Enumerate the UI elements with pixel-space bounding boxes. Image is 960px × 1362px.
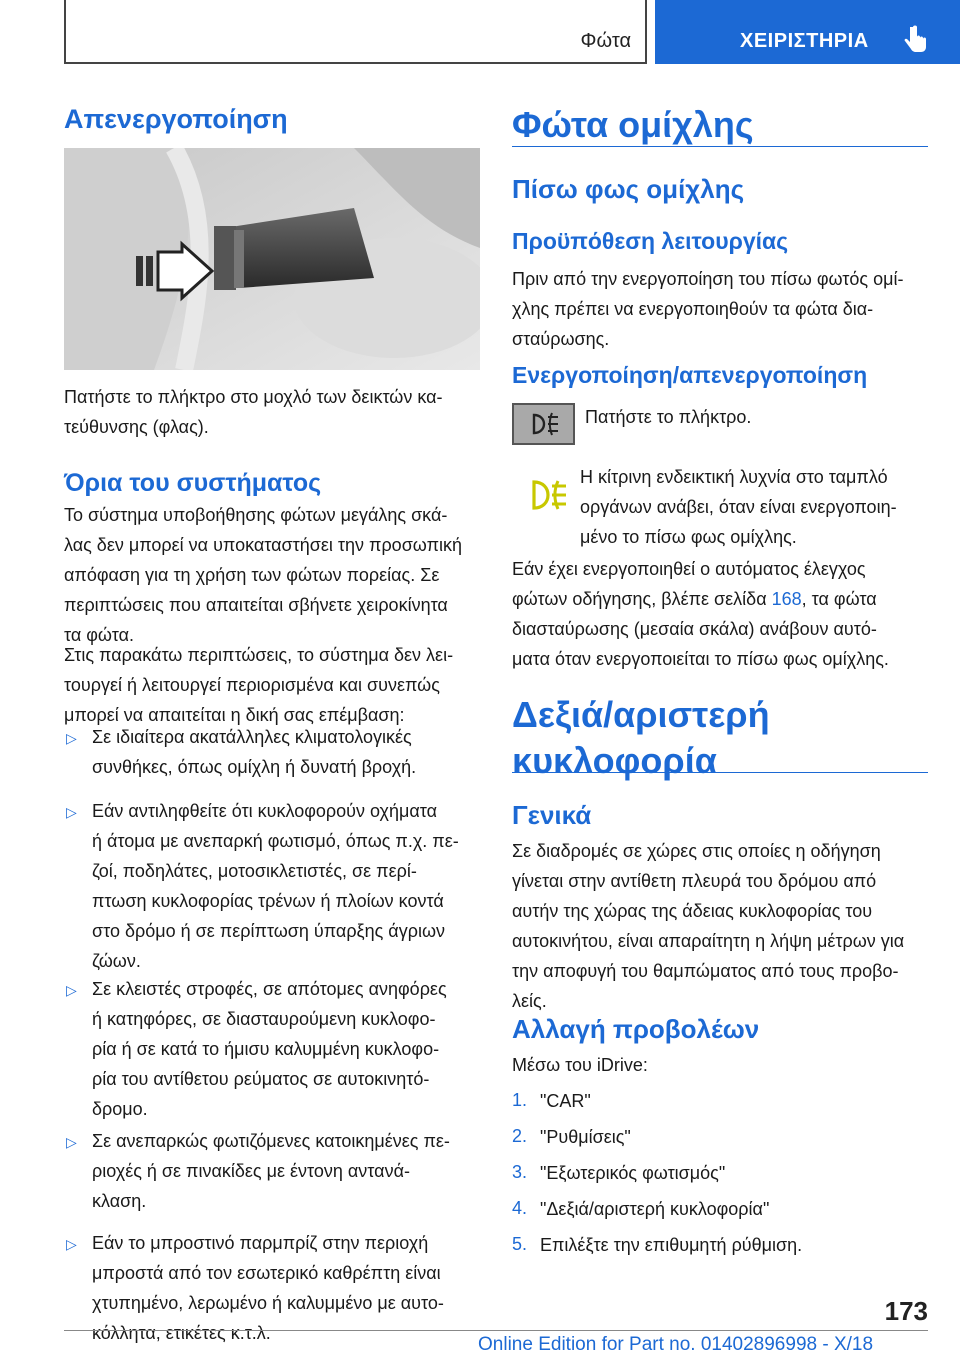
step-number: 3. [512,1162,528,1182]
chapter-tab[interactable] [655,0,960,64]
text-line: χτυπημένο, λερωμένο ή καλυμμένο με αυτο- [92,1293,444,1313]
text-line: απόφαση για τη χρήση των φώτων πορείας. Σε [64,565,440,585]
text-line: γίνεται στην αντίθετη πλευρά του δρόμου από [512,871,877,891]
step-number: 5. [512,1234,528,1254]
step-text: "CAR" [540,1091,591,1111]
list-item [512,1086,932,1122]
triangle-bullet-icon: ▷ [66,1134,77,1150]
general-text [512,836,932,1016]
rear-fog-indicator-icon [512,470,575,520]
step-text: "Δεξιά/αριστερή κυκλοφορία" [540,1199,770,1219]
heading-line: κυκλοφορία [512,740,717,781]
text-line: Το σύστημα υποβοήθησης φώτων μεγάλης σκά- [64,505,448,525]
list-item [64,796,480,971]
chapter-tab-label: ΧΕΙΡΙΣΤΗΡΙΑ [740,30,869,52]
limits-paragraph-1 [64,500,484,650]
text-line: Σε ανεπαρκώς φωτιζόμενες κατοικημένες πε- [92,1131,450,1151]
text-line: Εάν το μπροστινό παρμπρίζ στην περιοχή [92,1233,429,1253]
lever-illustration [64,148,480,370]
text-line: τα φώτα. [64,625,134,645]
text-line: κόλλητα, ετικέτες κ.τ.λ. [92,1323,271,1343]
text-line: Σε κλειστές στροφές, σε απότομες ανηφόρες [92,979,447,999]
text-line: αυτήν της χώρας της άδειας κυκλοφορίας του [512,901,873,921]
limits-heading: Όρια του συστήματος [64,469,322,497]
turn-signal-lever-image [64,148,480,370]
text-line: ρία ή σε κατά το ήμισυ καλυμμένη κυκλοφο- [92,1039,440,1059]
text-line: οργάνων ανάβει, όταν είναι ενεργοποιη- [580,497,897,517]
text-line: μπροστά από τον εσωτερικό καθρέπτη είναι [92,1263,441,1283]
section-title: Φώτα [580,30,631,52]
text-segment: , τα φώτα [801,589,877,609]
rear-fog-button-icon [512,403,575,445]
text-line: Στις παρακάτω περιπτώσεις, το σύστημα δεν λει- [64,645,454,665]
traffic-side-heading [512,692,770,784]
text-line: την αποφυγή του θαμπώματος από τους προβο- [512,961,899,981]
text-line: λείς. [512,991,547,1011]
hand-pointer-icon [901,24,931,54]
text-line: περιπτώσεις που απαιτείται σβήνετε χειροκίνητα [64,595,448,615]
text-line: Σε διαδρομές σε χώρες στις οποίες η οδήγηση [512,841,881,861]
list-item [512,1194,932,1230]
list-item [512,1230,932,1266]
via-idrive-text: Μέσω του iDrive: [512,1055,648,1075]
text-line: διασταύρωσης (μεσαία σκάλα) ανάβουν αυτό- [512,619,877,639]
step-text: "Ρυθμίσεις" [540,1127,631,1147]
text-line: σταύρωσης. [512,329,610,349]
caption-text: Πατήστε το πλήκτρο στο μοχλό των δεικτών κα- τεύθυνσης (φλας). [64,387,443,437]
text-line: ζοί, ποδηλάτες, μοτοσικλετιστές, σε περί- [92,861,417,881]
list-item [512,1158,932,1194]
limits-bullet-list [64,722,480,1348]
text-line: μένο το πίσω φως ομίχλης. [580,527,797,547]
text-line: Η κίτρινη ενδεικτική λυχνία στο ταμπλό [580,467,888,487]
text-line: πτωση κυκλοφορίας τρένων ή πλοίων κοντά [92,891,444,911]
text-line: τουργεί ή λειτουργεί περιορισμένα και συνεπώς [64,675,440,695]
heading-rule [512,146,928,147]
text-line: Σε ιδιαίτερα ακατάλληλες κλιματολογικές [92,727,412,747]
edition-text: Online Edition for Part no. 01402896998 - X/18 [478,1334,874,1355]
steps-list [512,1086,932,1266]
text-line: ή κατηφόρες, σε διασταυρούμενη κυκλοφο- [92,1009,436,1029]
header-section-box [64,0,647,64]
switch-headlights-heading: Αλλαγή προβολέων [512,1014,760,1044]
step-text: "Εξωτερικός φωτισμός" [540,1163,726,1183]
step-number: 2. [512,1126,528,1146]
fog-lights-heading: Φώτα ομίχλης [512,104,754,145]
list-item [64,1126,480,1214]
text-line: ζώων. [92,951,141,971]
list-item [64,974,480,1119]
on-off-heading: Ενεργοποίηση/απενεργοποίηση [512,362,868,388]
triangle-bullet-icon: ▷ [66,804,77,820]
image-caption [64,382,480,442]
text-segment: φώτων οδήγησης, βλέπε σελίδα [512,589,772,609]
precondition-text [512,264,932,354]
triangle-bullet-icon: ▷ [66,982,77,998]
press-button-text: Πατήστε το πλήκτρο. [585,407,752,427]
text-line: κλαση. [92,1191,147,1211]
text-line: Πριν από την ενεργοποίηση του πίσω φωτός ομί- [512,269,904,289]
page-link-168[interactable]: 168 [771,589,802,609]
text-line: ρία του αντίθετου ρεύματος σε αυτοκινητό- [92,1069,430,1089]
triangle-bullet-icon: ▷ [66,730,77,746]
auto-light-text [512,554,932,674]
text-line: δρομο. [92,1099,148,1119]
text-line: Εάν έχει ενεργοποιηθεί ο αυτόματος έλεγχος [512,559,866,579]
text-line: στο δρόμο ή σε περίπτωση ύπαρξης άγριων [92,921,446,941]
list-item [512,1122,932,1158]
deactivation-heading: Απενεργοποίηση [64,104,288,134]
text-line: συνθήκες, όπως ομίχλη ή δυνατή βροχή. [92,757,417,777]
precondition-heading: Προϋπόθεση λειτουργίας [512,228,789,254]
text-line: χλης πρέπει να ενεργοποιηθούν τα φώτα δια- [512,299,874,319]
indicator-text [580,462,940,552]
heading-line: Δεξιά/αριστερή [512,694,770,735]
page-number: 173 [884,1296,928,1326]
list-item [64,722,480,786]
limits-paragraph-2 [64,640,484,730]
rear-fog-heading: Πίσω φως ομίχλης [512,174,745,204]
text-line [512,584,932,614]
step-number: 1. [512,1090,528,1110]
step-text: Επιλέξτε την επιθυμητή ρύθμιση. [540,1235,803,1255]
text-line: αυτοκινήτου, είναι απαραίτητη η λήψη μέτρων για [512,931,905,951]
text-line: λας δεν μπορεί να υποκαταστήσει την προσωπική [64,535,463,555]
step-number: 4. [512,1198,528,1218]
text-line: ματα όταν ενεργοποιείται το πίσω φως ομίχλης. [512,649,889,669]
heading-rule [512,772,928,773]
text-line: ριοχές ή σε πινακίδες με έντονη αντανά- [92,1161,410,1181]
text-line: μπορεί να απαιτείται η δική σας επέμβαση: [64,705,405,725]
text-line: Εάν αντιληφθείτε ότι κυκλοφορούν οχήματα [92,801,438,821]
footer-rule [64,1330,928,1331]
text-line: ή άτομα με ανεπαρκή φωτισμό, όπως π.χ. πε- [92,831,459,851]
triangle-bullet-icon: ▷ [66,1236,77,1252]
general-heading: Γενικά [512,800,592,830]
